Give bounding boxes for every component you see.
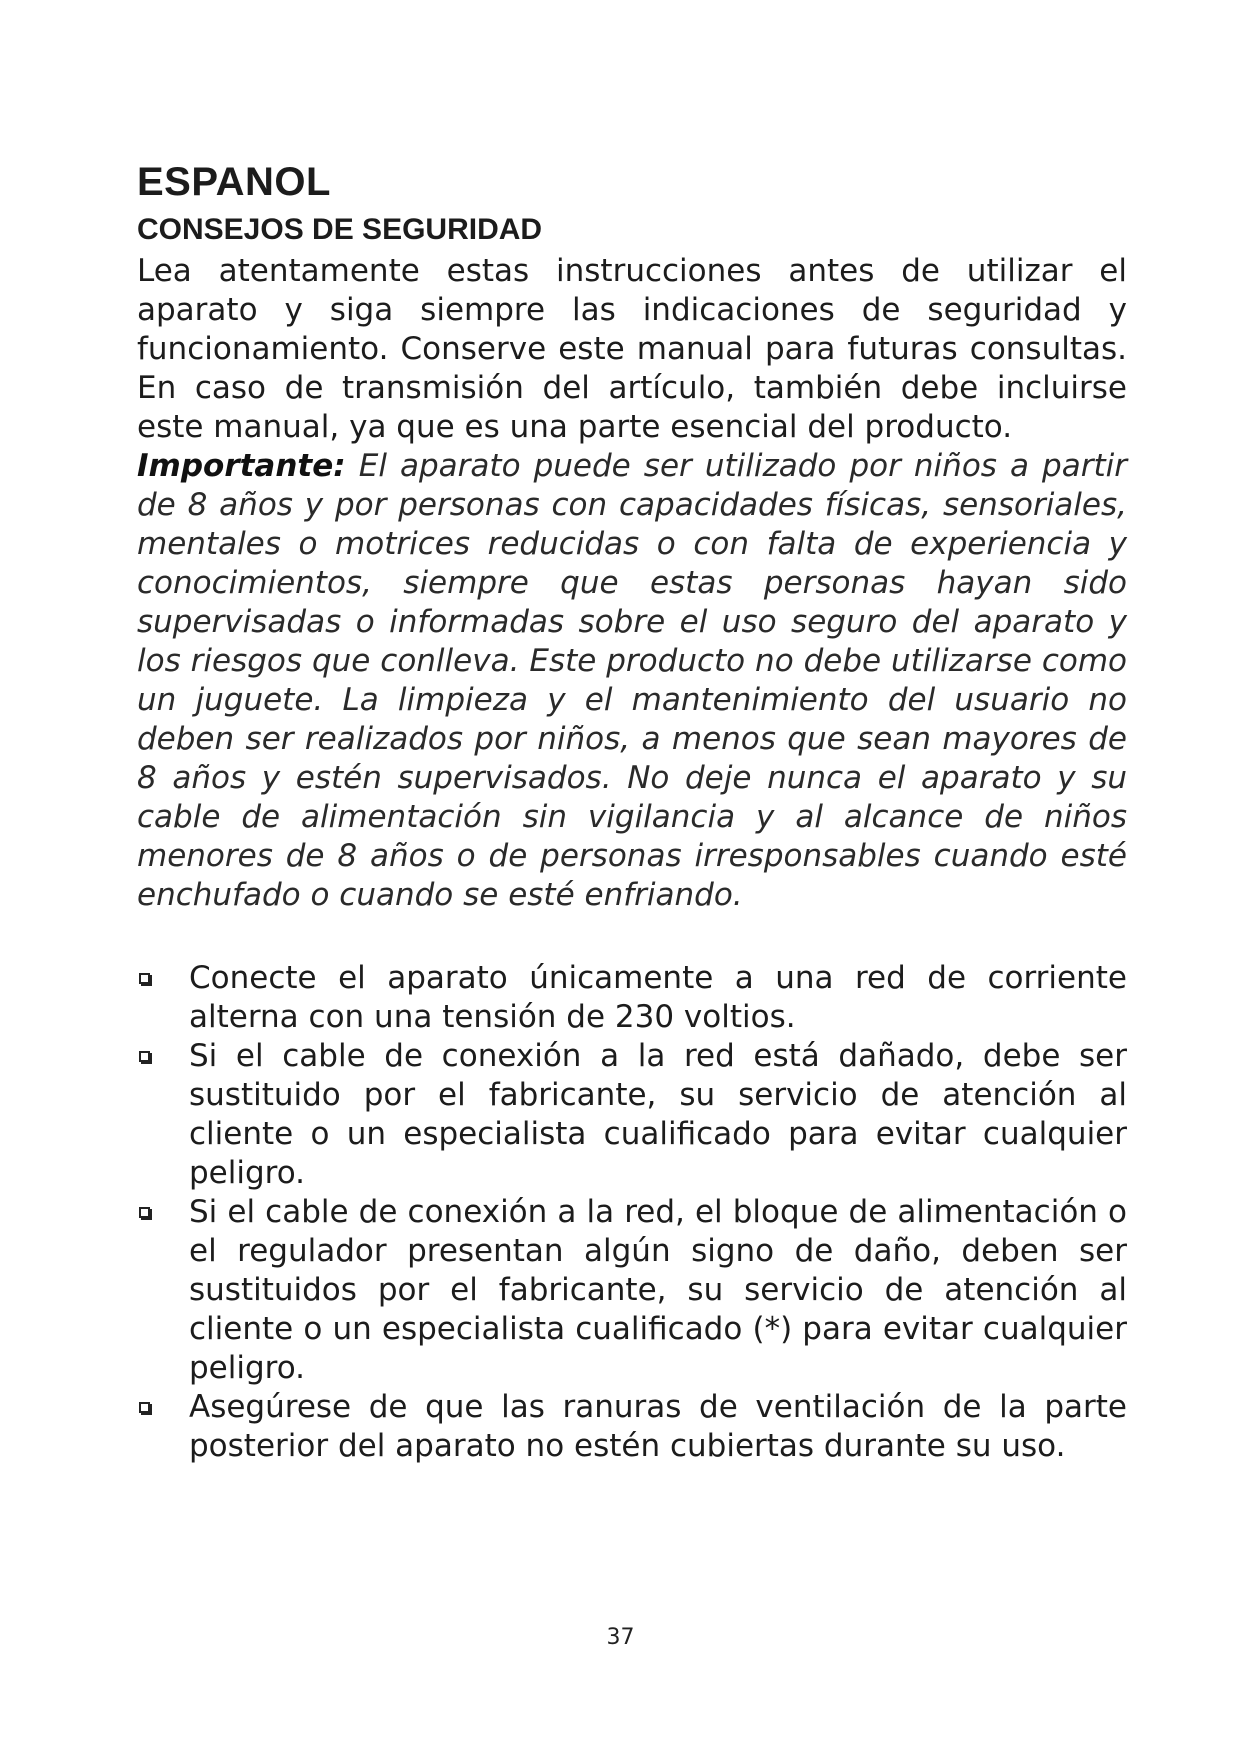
list-item-text: Si el cable de conexión a la red, el bloque de alimentación o el regulador presentan algún signo de daño, deben ser sustituidos por el fabricante, su servicio de atención al cliente o un especialista cualificado (*) para evitar cualquier peligro.: [189, 1194, 1127, 1386]
list-item-text: Conecte el aparato únicamente a una red de corriente alterna con una tensión de 230 voltios.: [189, 960, 1127, 1035]
section-heading: CONSEJOS DE SEGURIDAD: [137, 213, 543, 246]
checkbox-bullet-icon: [139, 1207, 150, 1218]
page-number: 37: [606, 1625, 635, 1650]
checkbox-bullet-icon: [139, 1402, 150, 1413]
checkbox-bullet-icon: [139, 1051, 150, 1062]
list-item: [137, 1037, 1127, 1193]
list-item: [137, 959, 1127, 1037]
important-paragraph: [137, 447, 1127, 915]
manual-page: [137, 160, 1127, 1466]
important-text: El aparato puede ser utilizado por niños a partir de 8 años y por personas con capacidades físicas, sensoriales, mentales o motrices reducidas o con falta de experiencia y conocimientos, siempre que estas personas hayan sido supervisadas o informadas sobre el uso seguro del aparato y los riesgos que conlleva. Este producto no debe utilizarse como un juguete. La limpieza y el mantenimiento del usuario no deben ser realizados por niños, a menos que sean mayores de 8 años y estén supervisados. No deje nunca el aparato y su cable de alimentación sin vigilancia y al alcance de niños menores de 8 años o de personas irresponsables cuando esté enchufado o cuando se esté enfriando.: [137, 448, 1127, 913]
important-label: Importante:: [137, 448, 346, 484]
safety-list: [137, 959, 1127, 1466]
list-item: [137, 1388, 1127, 1466]
list-item-text: Asegúrese de que las ranuras de ventilación de la parte posterior del aparato no estén cubiertas durante su uso.: [189, 1389, 1127, 1464]
intro-paragraph: Lea atentamente estas instrucciones antes de utilizar el aparato y siga siempre las indicaciones de seguridad y funcionamiento. Conserve este manual para futuras consultas. En caso de transmisión del artículo, también debe incluirse este manual, ya que es una parte esencial del producto.: [137, 253, 1127, 445]
language-heading: ESPANOL: [137, 160, 331, 204]
list-item: [137, 1193, 1127, 1388]
list-item-text: Si el cable de conexión a la red está dañado, debe ser sustituido por el fabricante, su servicio de atención al cliente o un especialista cualificado para evitar cualquier peligro.: [189, 1038, 1127, 1191]
checkbox-bullet-icon: [139, 973, 150, 984]
